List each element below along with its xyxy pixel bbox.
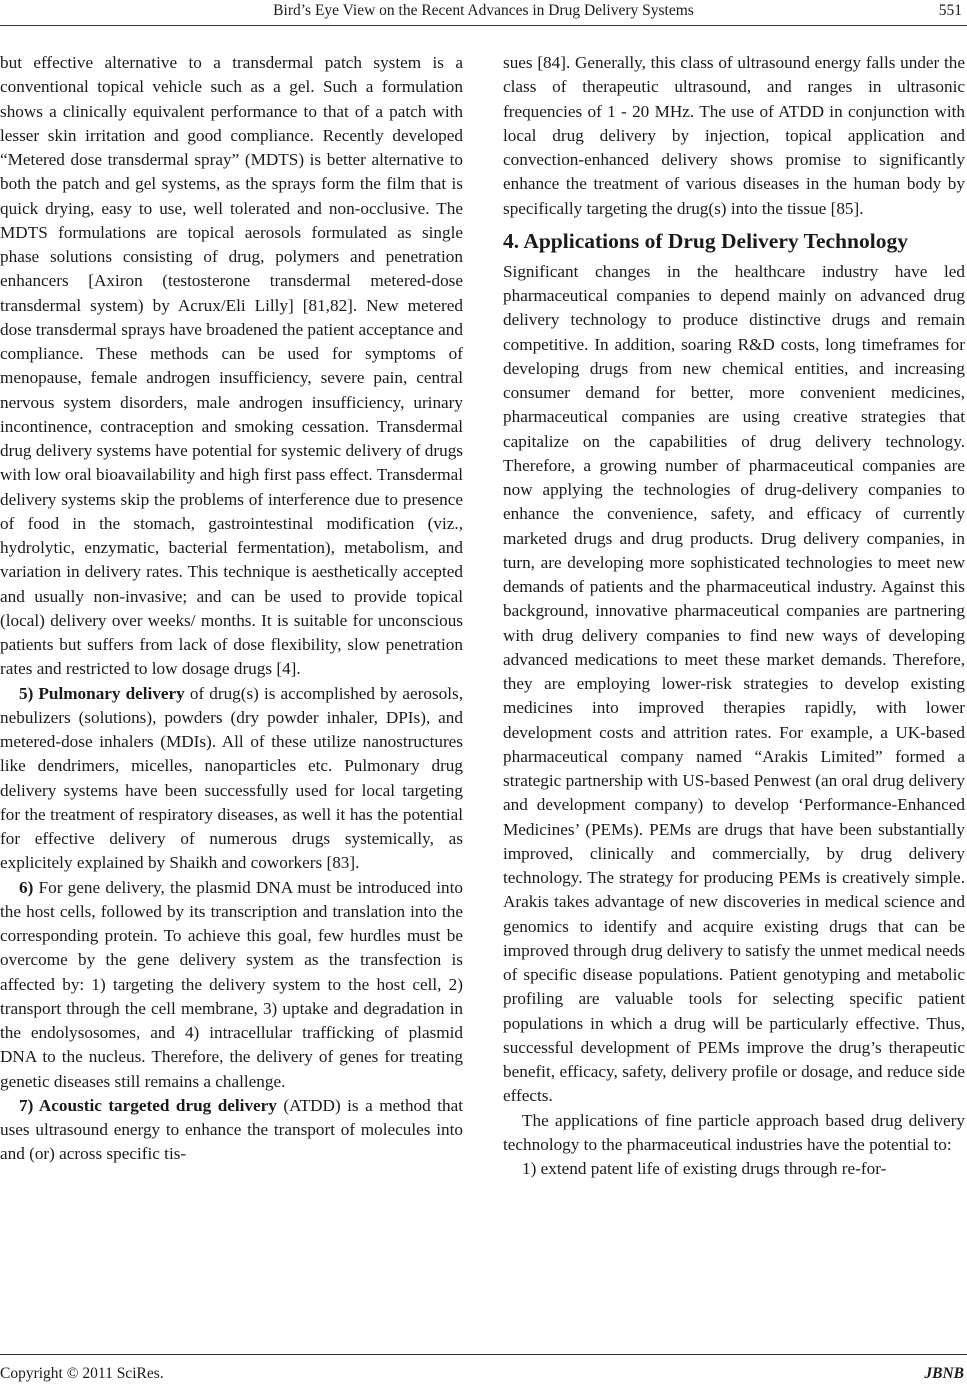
paragraph-body: For gene delivery, the plasmid DNA must be introduced into the host cells, followed by its transcription and translation into the corresponding protein. To achieve this goal, few hurdles must be overcome by the gene delivery system as the transfection is affected by: 1) targeting the delivery system to the host cell, 2) transport through the cell membrane, 3) uptake and degradation in the endolysosomes, and 4) intracellular trafficking of plasmid DNA to the nucleus. Therefore, the delivery of genes for treating genetic diseases still remains a challenge. [0,877,463,1091]
paragraph-body: of drug(s) is accomplished by aerosols, nebulizers (solutions), powders (dry powder inhaler, DPIs), and metered-dose inhalers (MDIs). All of these utilize nanostructures like dendrimers, micelles, nanoparticles etc. Pulmonary drug delivery systems have been successfully used for local targeting for the treatment of respiratory diseases, as well it has the potential for effective delivery of numerous drugs systemically, as explicitely explained by Shaikh and coworkers [83]. [0,683,463,873]
page-header [0,0,967,28]
paragraph-transdermal-continued: but effective alternative to a transdermal patch system is a conventional topical vehicle such as a gel. Such a formulation shows a clinically equivalent performance to that of a patch with lesser skin irritation and good compliance. Recently developed “Metered dose transdermal spray” (MDTS) is better alternative to both the patch and gel systems, as the sprays form the film that is quick drying, easy to use, well tolerated and non-occlusive. The MDTS formulations are topical aerosols formulated as single phase solutions consisting of drug, polymers and penetration enhancers [Axiron (testosterone transdermal metered-dose transdermal system) by Acrux/Eli Lilly] [81,82]. New metered dose transdermal sprays have broadened the patient acceptance and compliance. These methods can be used for symptoms of menopause, female androgen insufficiency, severe pain, central nervous system disorders, male androgen insufficiency, urinary incontinence, contraception and smoking cessation. Transdermal drug delivery systems have potential for systemic delivery of drugs with low oral bioavailability and high first pass effect. Transdermal delivery systems skip the problems of interference due to presence of food in the stomach, gastrointestinal modification (viz., hydrolytic, enzymatic, bacterial fermentation), metabolism, and variation in delivery rates. This technique is aesthetically accepted and usually non-invasive; and can be used to provide topical (local) delivery over weeks/ months. It is suitable for unconscious patients but suffers from lack of dose flexibility, slow penetration rates and restricted to low dosage drugs [4]. [0,53,463,679]
header-divider [0,25,967,26]
section-heading: 4. Applications of Drug Delivery Technology [503,228,908,253]
paragraph-acoustic-delivery [0,1094,463,1167]
paragraph-applications: Significant changes in the healthcare industry have led pharmaceutical companies to depend mainly on advanced drug delivery technology to produce distinctive drugs and remain competitive. In addition, soaring R&D costs, long timeframes for developing drugs from new chemical entities, and increasing consumer demand for better, more convenient medicines, pharmaceutical companies are using creative strategies that capitalize on the capabilities of drug delivery technology. Therefore, a growing number of pharmaceutical companies are now applying the technologies of drug-delivery companies to enhance the convenience, safety, and efficacy of currently marketed drugs and drug products. Drug delivery companies, in turn, are developing more sophisticated technologies to meet new demands of patients and the pharmaceutical industry. Against this background, innovative pharmaceutical companies are partnering with drug delivery companies to find new ways of developing advanced medications to meet these market demands. Therefore, they are employing lower-risk strategies to develop existing medicines into improved therapies rapidly, with lower development costs and attrition rates. For example, a UK-based pharmaceutical company named “Arakis Limited” formed a strategic partnership with US-based Penwest (an oral drug delivery and development company) to develop ‘Performance-Enhanced Medicines’ (PEMs). PEMs are drugs that have been substantially improved, clinically and commercially, by drug delivery technology. The strategy for producing PEMs is creatively simple. Arakis takes advantage of new discoveries in medical science and genomics to identify and acquire existing drugs that can be improved through drug delivery to satisfy the unmet medical needs of specific disease populations. Patient genotyping and metabolic profiling are valuable tools for selecting specific patient populations in which a drug will be particularly effective. Thus, successful development of PEMs improve the drug’s therapeutic benefit, efficacy, safety, delivery profile or dosage, and reduce side effects. [503,261,965,1106]
paragraph-fine-particle: The applications of fine particle approach based drug delivery technology to the pharmaceutical industries have the potential to: [503,1110,965,1154]
journal-abbreviation: JBNB [924,1365,964,1382]
paragraph-ultrasound-continued: sues [84]. Generally, this class of ultrasound energy falls under the class of therapeutic ultrasound, and ranges in ultrasonic frequencies of 1 - 20 MHz. The use of ATDD in conjunction with local drug delivery by injection, topical application and convection-enhanced delivery shows promise to significantly enhance the treatment of various diseases in the human body by specifically targeting the drug(s) into the tissue [85]. [503,53,965,218]
paragraph-gene-delivery [0,876,463,1094]
paragraph-pulmonary-delivery [0,682,463,876]
paragraph-lead: 6) [19,877,34,897]
right-column [503,51,965,1181]
paragraph-list-item-1: 1) extend patent life of existing drugs through re-for- [522,1159,887,1178]
paragraph-body: (ATDD) is a method that uses ultrasound energy to enhance the transport of molecules into and (or) across specific tis- [0,1095,463,1164]
footer-divider [0,1354,967,1355]
page-number: 551 [938,2,962,19]
left-column [0,51,463,1167]
paragraph-lead: 5) Pulmonary delivery [19,683,185,703]
paragraph-lead: 7) Acoustic targeted drug delivery [19,1095,277,1115]
copyright-notice: Copyright © 2011 SciRes. [0,1365,164,1382]
running-title: Bird’s Eye View on the Recent Advances in Drug Delivery Systems [273,2,694,19]
page-footer [0,1342,967,1386]
